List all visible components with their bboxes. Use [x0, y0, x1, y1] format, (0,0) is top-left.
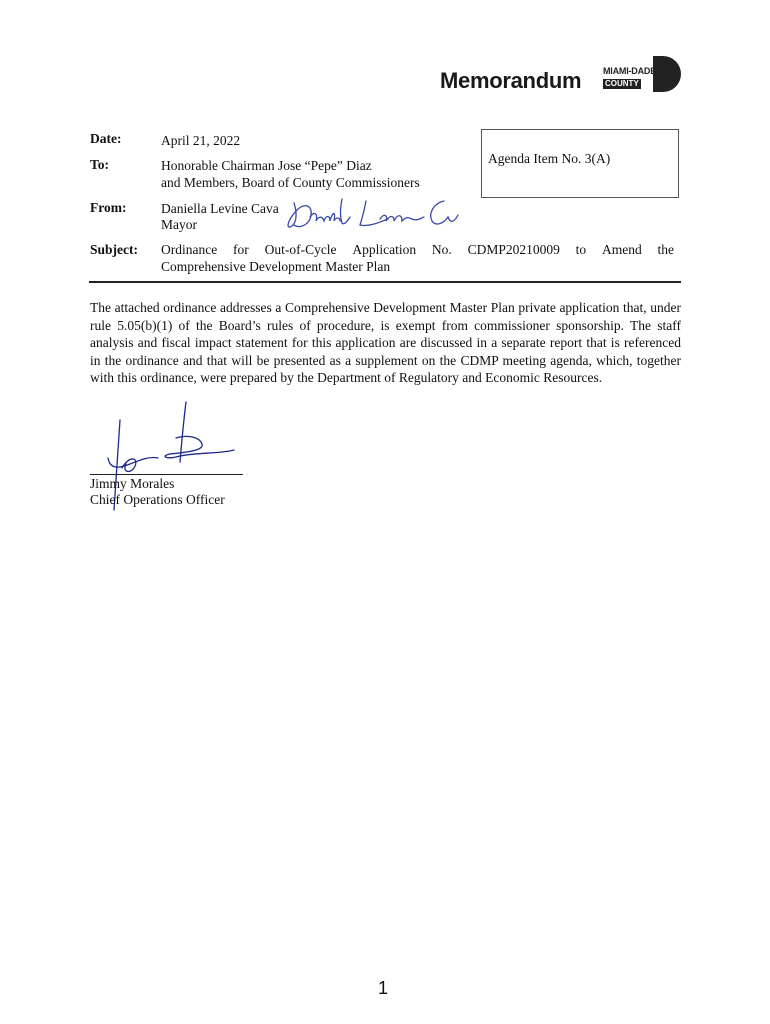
- subject-word: No.: [431, 242, 452, 257]
- logo-text-miami-dade: MIAMI-DADE: [603, 66, 656, 76]
- from-name: Daniella Levine Cava: [161, 201, 279, 216]
- subject-label: Subject:: [90, 242, 138, 257]
- subject-word: for: [233, 242, 249, 257]
- to-label: To:: [90, 157, 110, 172]
- subject-word: Ordinance: [161, 242, 218, 257]
- mayor-signature-image: [284, 195, 466, 235]
- page-number: 1: [378, 978, 389, 998]
- agenda-item-text: Agenda Item No. 3(A): [488, 151, 611, 166]
- to-recipient-line1: Honorable Chairman Jose “Pepe” Diaz: [161, 158, 372, 173]
- body-paragraph: The attached ordinance addresses a Comprehensive Development Master Plan private application that, under rule 5.05(b)(1) of the Board’s rules of procedure, is exempt from commissioner sponsorship. The staff analysis and fiscal impact statement for this application are discussed in a separate report that is referenced in the ordinance and that will be presented as a supplement on the CDMP meeting agenda, which, together with this ordinance, were prepared by the Department of Regulatory and Economic Resources.: [90, 300, 681, 385]
- date-value: April 21, 2022: [161, 133, 241, 148]
- subject-word: the: [657, 242, 674, 257]
- subject-word: Amend: [601, 242, 642, 257]
- from-title: Mayor: [161, 217, 197, 232]
- logo-text-county: COUNTY: [605, 79, 639, 88]
- subject-line2: Comprehensive Development Master Plan: [161, 259, 391, 274]
- signatory-name: Jimmy Morales: [90, 476, 175, 491]
- subject-word: CDMP20210009: [467, 242, 560, 257]
- subject-word: Application: [352, 242, 417, 257]
- from-label: From:: [90, 200, 127, 215]
- to-recipient-line2: and Members, Board of County Commissioners: [161, 175, 420, 190]
- date-label: Date:: [90, 131, 122, 146]
- subject-word: to: [575, 242, 587, 257]
- signatory-title: Chief Operations Officer: [90, 492, 225, 507]
- subject-word: Out-of-Cycle: [264, 242, 337, 257]
- subject-line1: [161, 242, 674, 258]
- header-divider: [89, 281, 681, 283]
- memorandum-title: Memorandum: [440, 68, 582, 93]
